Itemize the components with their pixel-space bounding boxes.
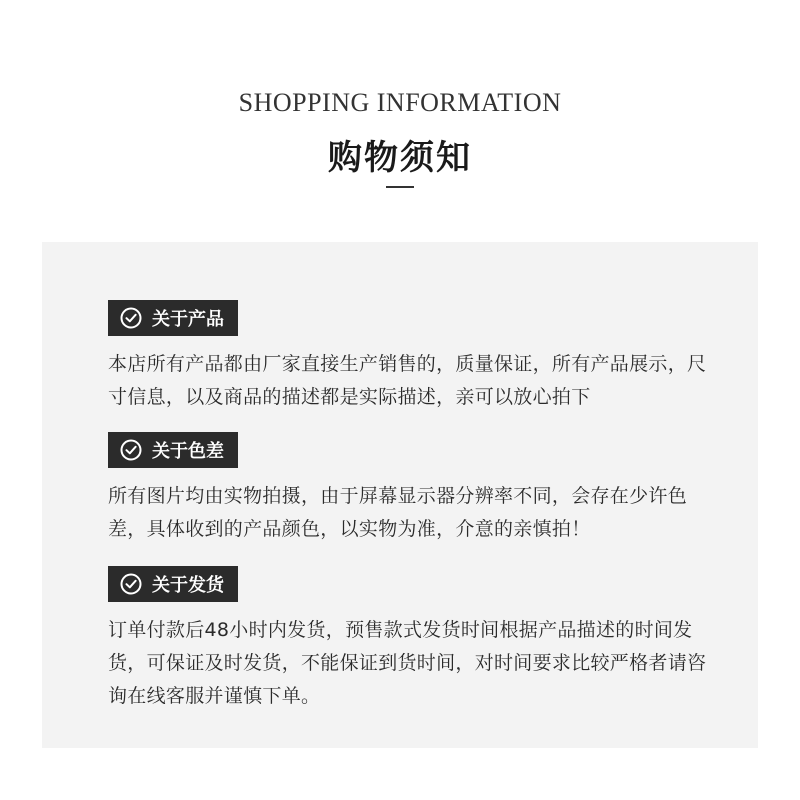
section-product (108, 300, 748, 414)
section-tag (108, 566, 238, 602)
section-text: 所有图片均由实物拍摄，由于屏幕显示器分辨率不同，会存在少许色差，具体收到的产品颜色，以实物为准，介意的亲慎拍！ (108, 485, 688, 540)
section-tag (108, 432, 238, 468)
section-text: 本店所有产品都由厂家直接生产销售的，质量保证，所有产品展示，尺寸信息，以及商品的描述都是实际描述，亲可以放心拍下 (108, 353, 707, 408)
page-header (0, 0, 800, 240)
section-tag-label: 关于色差 (152, 441, 224, 462)
section-tag-label: 关于产品 (152, 309, 224, 330)
chinese-title: 购物须知 (328, 138, 472, 178)
check-circle-icon (120, 573, 142, 595)
info-panel (42, 242, 758, 748)
check-circle-icon (120, 307, 142, 329)
section-tag (108, 300, 238, 336)
title-divider (386, 186, 414, 188)
section-color (108, 432, 748, 546)
english-title: SHOPPING INFORMATION (238, 88, 562, 117)
section-tag-label: 关于发货 (152, 575, 224, 596)
section-shipping (108, 566, 748, 713)
check-circle-icon (120, 439, 142, 461)
section-text: 订单付款后48小时内发货，预售款式发货时间根据产品描述的时间发货，可保证及时发货，不能保证到货时间，对时间要求比较严格者请咨询在线客服并谨慎下单。 (108, 619, 707, 707)
